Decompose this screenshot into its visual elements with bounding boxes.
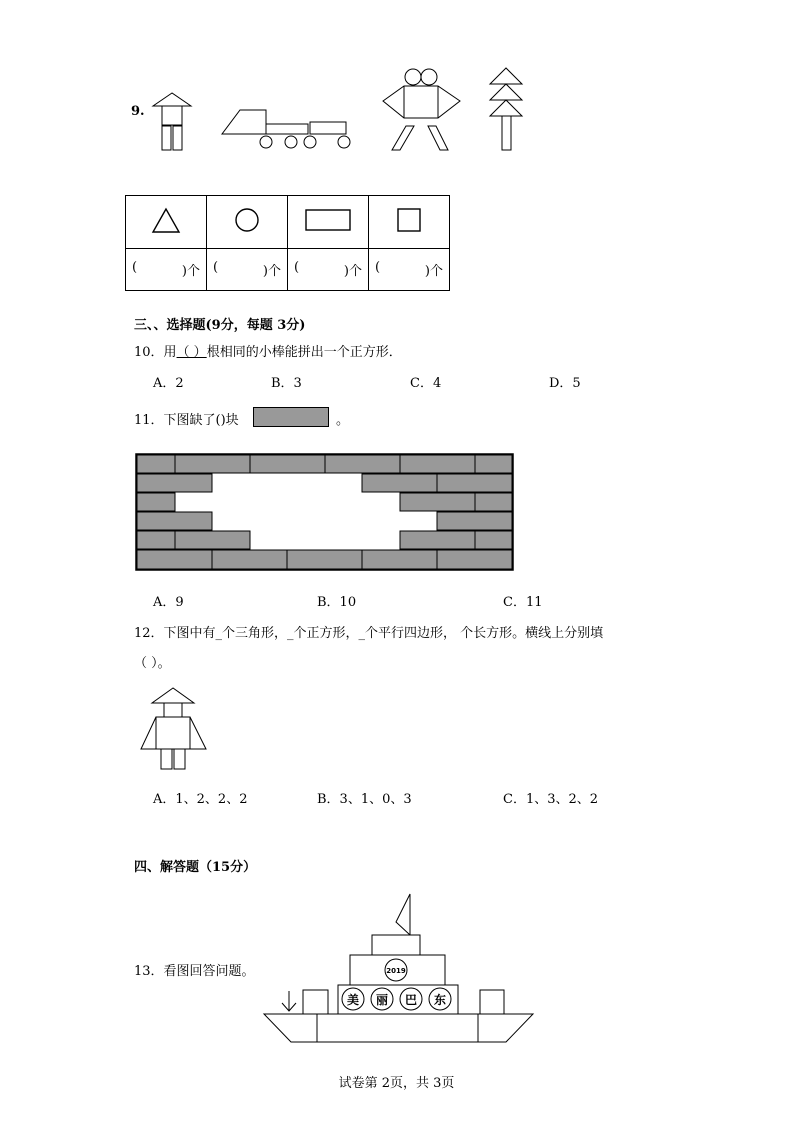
q11-option-c[interactable]: C．11: [503, 595, 543, 610]
rectangle-count[interactable]: ( )个: [288, 249, 369, 291]
q13-stem: 13．看图回答问题。: [134, 964, 255, 979]
q9-number: 9.: [131, 104, 145, 119]
q10-option-a[interactable]: A．2: [153, 376, 184, 391]
q12-option-c[interactable]: C．1、3、2、2: [503, 792, 599, 807]
q11-tail: 。: [336, 413, 350, 428]
char-4: 东: [433, 993, 447, 1007]
q12-stem-line2: （ ）。: [134, 656, 171, 671]
q12-option-b[interactable]: B．3、1、0、3: [317, 792, 412, 807]
circle-count[interactable]: ( )个: [207, 249, 288, 291]
char-3: 巴: [404, 993, 418, 1007]
q11-stem: 11．下图缺了()块: [134, 413, 239, 428]
q10-stem: 10．用（ ）根相同的小棒能拼出一个正方形．: [134, 345, 402, 360]
q10-option-b[interactable]: B．3: [271, 376, 302, 391]
square-count[interactable]: ( )个: [369, 249, 450, 291]
year-label: 2019: [386, 967, 406, 975]
q12-option-a[interactable]: A．1、2、2、2: [153, 792, 248, 807]
q12-stem-line1: 12．下图中有_个三角形，_个正方形，_个平行四边形， 个长方形。横线上分别填: [134, 626, 604, 641]
q10-option-c[interactable]: C．4: [410, 376, 442, 391]
section3-heading: 三、、选择题(9分，每题 3分): [134, 318, 306, 333]
q11-option-b[interactable]: B．10: [317, 595, 357, 610]
char-2: 丽: [375, 993, 389, 1007]
section4-heading: 四、解答题（15分）: [134, 860, 257, 875]
q10-option-d[interactable]: D．5: [549, 376, 581, 391]
triangle-count[interactable]: ( )个: [126, 249, 207, 291]
page-footer: 试卷第 2页，共 3页: [338, 1076, 455, 1091]
q10-blank[interactable]: （ ）: [176, 345, 207, 360]
q11-option-a[interactable]: A．9: [153, 595, 184, 610]
char-1: 美: [346, 993, 360, 1007]
